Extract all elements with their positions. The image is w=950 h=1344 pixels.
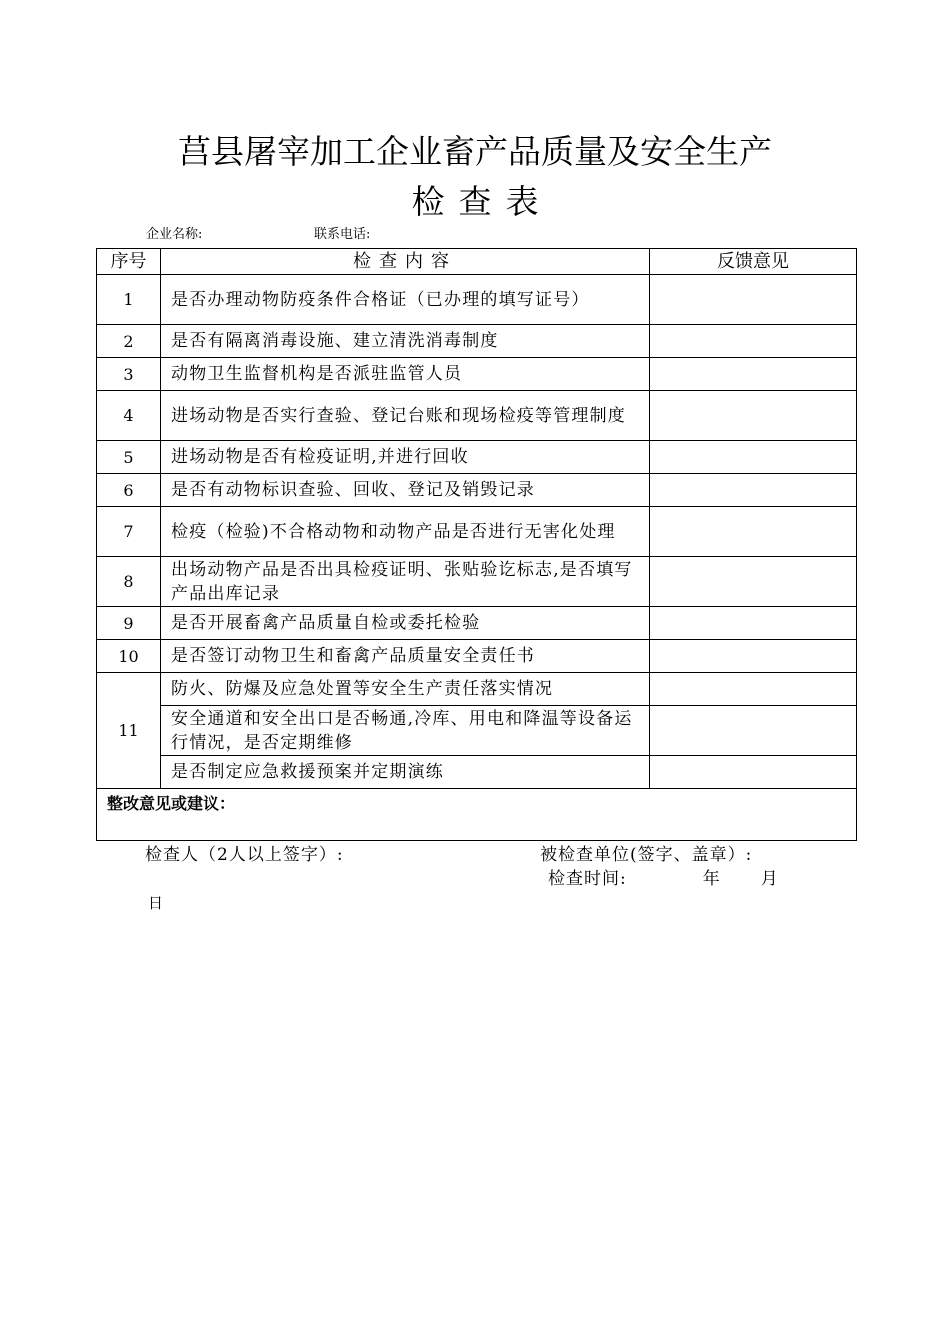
table-row [97,706,857,756]
row-number: 2 [97,325,161,358]
feedback-cell[interactable] [650,507,857,557]
row-check-item: 防火、防爆及应急处置等安全生产责任落实情况 [161,673,650,706]
table-row [97,391,857,441]
feedback-cell[interactable] [650,756,857,789]
inspected-unit-label: 被检查单位(签字、盖章）: [540,845,753,865]
company-name-label: 企业名称: [146,227,203,242]
remarks-field[interactable] [97,789,857,841]
row-number: 5 [97,441,161,474]
row-check-item: 安全通道和安全出口是否畅通,冷库、用电和降温等设备运行情况，是否定期维修 [161,706,650,756]
row-check-item: 是否开展畜禽产品质量自检或委托检验 [161,607,650,640]
table-header-row [97,249,857,275]
phone-label: 联系电话: [314,227,371,242]
row-check-item: 检疫（检验)不合格动物和动物产品是否进行无害化处理 [161,507,650,557]
row-number: 9 [97,607,161,640]
row-number: 3 [97,358,161,391]
row-check-item: 是否有动物标识查验、回收、登记及销毁记录 [161,474,650,507]
inspection-time-line [548,868,779,890]
row-number: 1 [97,275,161,325]
remarks-row [97,789,857,841]
table-row [97,557,857,607]
row-check-item: 出场动物产品是否出具检疫证明、张贴验讫标志,是否填写产品出库记录 [161,557,650,607]
feedback-cell[interactable] [650,474,857,507]
feedback-cell[interactable] [650,391,857,441]
row-check-item: 进场动物是否有检疫证明,并进行回收 [161,441,650,474]
table-row [97,756,857,789]
feedback-cell[interactable] [650,441,857,474]
table-row [97,673,857,706]
header-index: 序号 [97,249,161,275]
feedback-cell[interactable] [650,275,857,325]
page-title: 莒县屠宰加工企业畜产品质量及安全生产 [178,132,772,171]
table-row [97,358,857,391]
table-row [97,441,857,474]
year-label: 年 [702,869,721,889]
table-row [97,507,857,557]
table-row [97,325,857,358]
month-label: 月 [760,869,779,889]
inspection-table [96,248,857,841]
feedback-cell[interactable] [650,673,857,706]
feedback-cell[interactable] [650,706,857,756]
feedback-cell[interactable] [650,358,857,391]
feedback-cell[interactable] [650,640,857,673]
row-check-item: 是否签订动物卫生和畜禽产品质量安全责任书 [161,640,650,673]
row-check-item: 是否办理动物防疫条件合格证（已办理的填写证号） [161,275,650,325]
row-check-item: 动物卫生监督机构是否派驻监管人员 [161,358,650,391]
row-check-item: 进场动物是否实行查验、登记台账和现场检疫等管理制度 [161,391,650,441]
row-number: 6 [97,474,161,507]
header-feedback: 反馈意见 [650,249,857,275]
row-check-item: 是否有隔离消毒设施、建立清洗消毒制度 [161,325,650,358]
row-check-item: 是否制定应急救援预案并定期演练 [161,756,650,789]
row-number: 7 [97,507,161,557]
table-row [97,640,857,673]
row-number: 4 [97,391,161,441]
table-row [97,275,857,325]
row-number: 8 [97,557,161,607]
row-number: 10 [97,640,161,673]
table-row [97,474,857,507]
table-row [97,607,857,640]
header-content: 检查内容 [161,249,650,275]
day-label: 日 [148,894,165,912]
remarks-label: 整改意见或建议： [107,794,236,813]
inspector-signature-label: 检查人（2人以上签字）: [145,845,344,865]
feedback-cell[interactable] [650,325,857,358]
page-subtitle: 检查表 [411,182,553,221]
row-number: 11 [97,673,161,789]
feedback-cell[interactable] [650,607,857,640]
feedback-cell[interactable] [650,557,857,607]
inspection-time-label: 检查时间: [548,869,627,889]
